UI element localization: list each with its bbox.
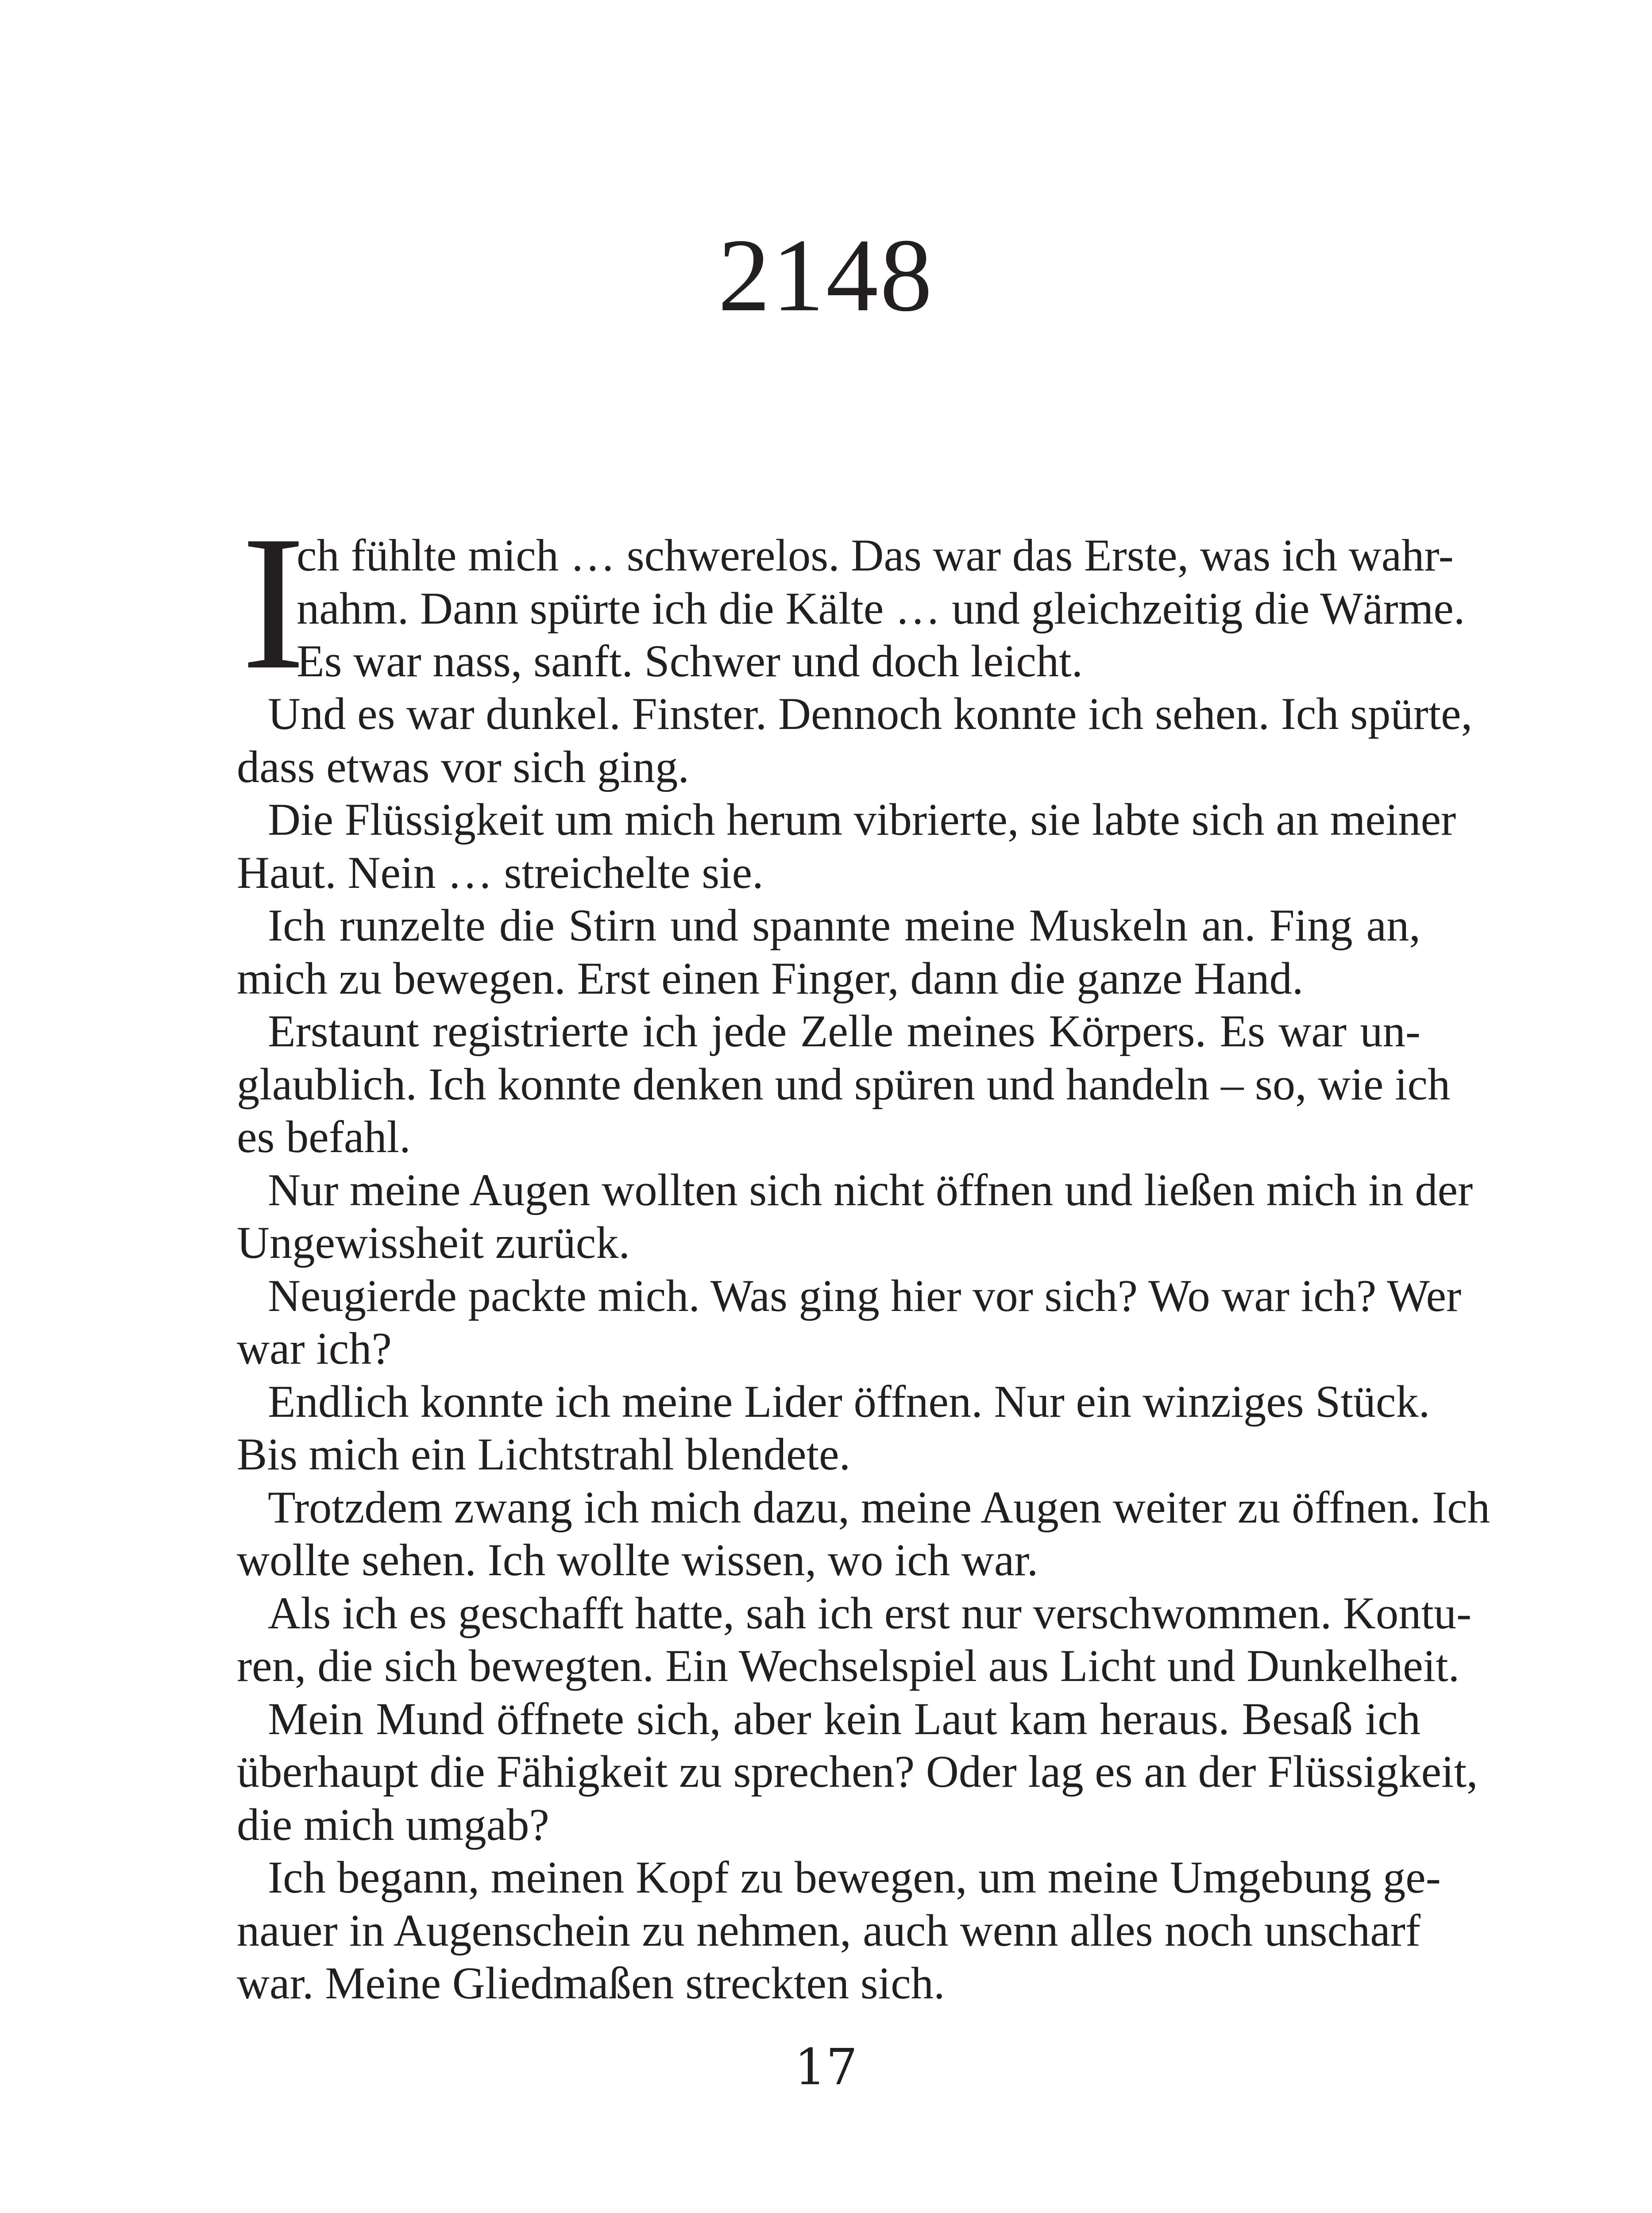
paragraph (237, 899, 1420, 1005)
text-line: ren, die sich bewegten. Ein Wechselspiel aus Licht und Dunkelheit. (237, 1641, 1460, 1691)
text-line: Ich begann, meinen Kopf zu bewegen, um meine Umgebung ge- (268, 1853, 1441, 1903)
text-line: Mein Mund öffnete sich, aber kein Laut kam heraus. Besaß ich (268, 1694, 1420, 1744)
paragraph (237, 1851, 1441, 2010)
text-line: Es war nass, sanft. Schwer und doch leicht. (297, 636, 1083, 686)
text-line: glaublich. Ich konnte denken und spüren und handeln – so, wie ich (237, 1059, 1451, 1110)
text-line: wollte sehen. Ich wollte wissen, wo ich war. (237, 1535, 1038, 1585)
paragraph (237, 1270, 1462, 1376)
text-line: war. Meine Gliedmaßen streckten sich. (237, 1959, 945, 2009)
paragraph (237, 1376, 1430, 1481)
text-line: ch fühlte mich … schwerelos. Das war das Erste, was ich wahr- (297, 531, 1454, 581)
text-line: mich zu bewegen. Erst einen Finger, dann die ganze Hand. (237, 953, 1304, 1004)
text-line: Nur meine Augen wollten sich nicht öffnen und ließen mich in der (268, 1165, 1473, 1215)
paragraph (237, 1587, 1472, 1693)
text-line: Erstaunt registrierte ich jede Zelle meines Körpers. Es war un- (268, 1006, 1420, 1056)
page-number: 17 (794, 2039, 858, 2096)
text-line: war ich? (237, 1324, 392, 1374)
chapter-title: 2148 (718, 218, 934, 333)
drop-cap: I (241, 496, 305, 709)
text-line: überhaupt die Fähigkeit zu sprechen? Oder lag es an der Flüssigkeit, (237, 1747, 1478, 1797)
text-line: Trotzdem zwang ich mich dazu, meine Augen weiter zu öffnen. Ich (268, 1482, 1490, 1533)
text-line: Endlich konnte ich meine Lider öffnen. Nur ein winziges Stück. (268, 1376, 1430, 1427)
text-line: Und es war dunkel. Finster. Dennoch konnte ich sehen. Ich spürte, (268, 689, 1473, 739)
text-line: die mich umgab? (237, 1800, 549, 1850)
opening-paragraph (237, 496, 1465, 709)
text-line: nauer in Augenschein zu nehmen, auch wenn alles noch unscharf (237, 1905, 1420, 1956)
paragraph (237, 688, 1473, 794)
paragraph (237, 794, 1456, 899)
text-line: Bis mich ein Lichtstrahl blendete. (237, 1430, 851, 1480)
paragraph (237, 1693, 1478, 1852)
text-line: Ungewissheit zurück. (237, 1218, 630, 1268)
text-line: Als ich es geschafft hatte, sah ich erst nur verschwommen. Kontu- (268, 1588, 1472, 1639)
text-line: nahm. Dann spürte ich die Kälte … und gleichzeitig die Wärme. (297, 583, 1465, 634)
text-line: Ich runzelte die Stirn und spannte meine Muskeln an. Fing an, (268, 901, 1420, 951)
paragraph (237, 1005, 1451, 1164)
text-line: Haut. Nein … streichelte sie. (237, 848, 764, 898)
text-line: Neugierde packte mich. Was ging hier vor sich? Wo war ich? Wer (268, 1271, 1462, 1321)
paragraph (237, 1481, 1490, 1587)
body-text (237, 496, 1490, 2010)
text-line: dass etwas vor sich ging. (237, 742, 689, 792)
text-line: es befahl. (237, 1112, 411, 1162)
text-line: Die Flüssigkeit um mich herum vibrierte, sie labte sich an meiner (268, 795, 1456, 845)
paragraph (237, 1164, 1473, 1270)
